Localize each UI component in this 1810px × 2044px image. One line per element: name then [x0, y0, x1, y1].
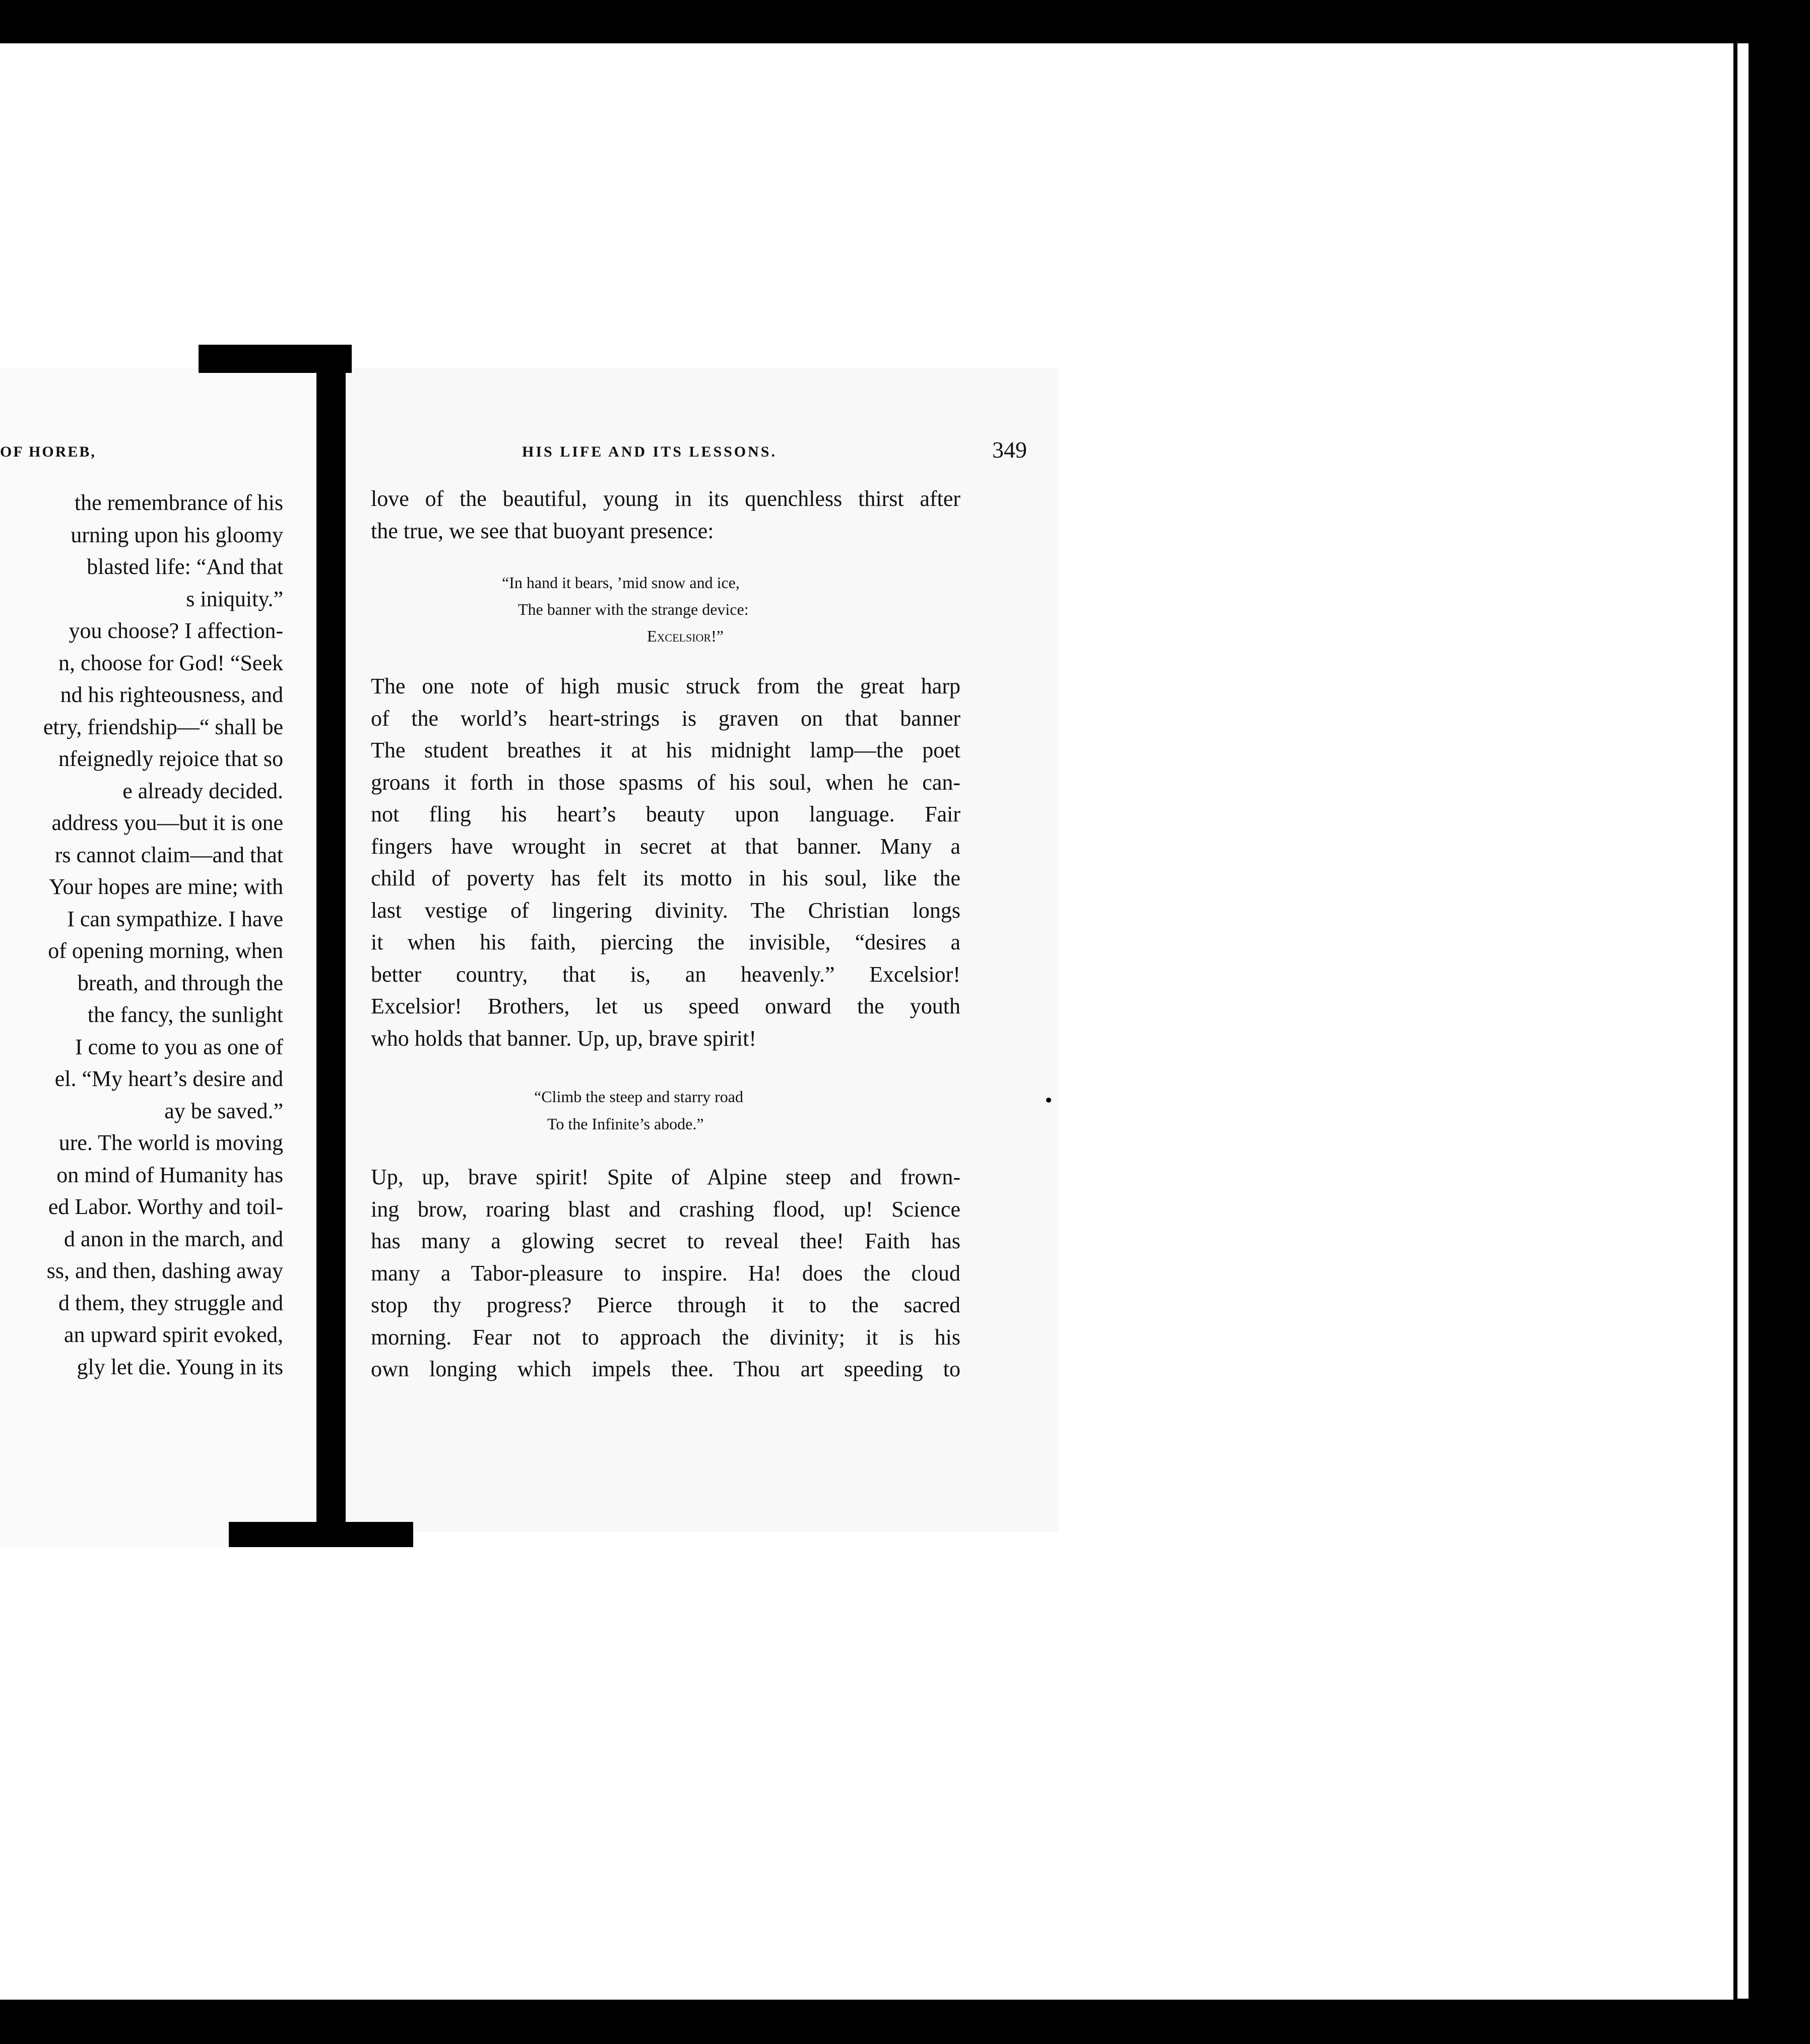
quote-1-line-2: The banner with the strange device: [518, 600, 749, 618]
left-page-text [0, 487, 283, 1383]
quote-2-line-1: “Climb the steep and starry road [534, 1088, 743, 1106]
left-page-line: breath, and through the [77, 970, 283, 995]
left-page-line: urning upon his gloomy [71, 522, 283, 547]
paragraph-2-line: groans it forth in those spasms of his soul, when he can- [371, 770, 960, 795]
left-page-line: n, choose for God! “Seek [58, 650, 283, 675]
left-page-line: address you—but it is one [51, 810, 283, 835]
paragraph-3-line: has many a glowing secret to reveal thee! Faith has [371, 1229, 960, 1253]
left-page-line: el. “My heart’s desire and [54, 1066, 283, 1091]
paragraph-2-line: last vestige of lingering divinity. The Christian longs [371, 898, 960, 923]
left-page-line: nfeignedly rejoice that so [58, 746, 283, 771]
paragraph-2-line: Excelsior! Brothers, let us speed onward the youth [371, 994, 960, 1018]
left-running-head: OF HOREB, [0, 443, 96, 460]
left-page-line: the remembrance of his [74, 490, 283, 515]
paragraph-3-line: ing brow, roaring blast and crashing flood, up! Science [371, 1196, 960, 1222]
page-number: 349 [992, 437, 1027, 463]
left-page-line: ed Labor. Worthy and toil- [48, 1194, 283, 1219]
quote-1-line-3: Excelsior!” [647, 627, 724, 645]
left-page-line: of opening morning, when [48, 938, 283, 963]
quote-2-line-2: To the Infinite’s abode.” [547, 1115, 704, 1133]
paragraph-3-line: own longing which impels thee. Thou art speeding to [371, 1357, 960, 1381]
left-page-fragment [0, 368, 328, 1547]
left-page-line: on mind of Humanity has [56, 1162, 283, 1187]
paragraph-2-line: The one note of high music struck from the great harp [371, 674, 960, 698]
paragraph-2-line: fingers have wrought in secret at that banner. Many a [371, 834, 960, 859]
paragraph-2-line: who holds that banner. Up, up, brave spirit! [371, 1026, 756, 1051]
paragraph-2-line: The student breathes it at his midnight lamp—the poet [371, 738, 960, 762]
paragraph-2-line: child of poverty has felt its motto in his soul, like the [371, 866, 960, 890]
left-page-line: I can sympathize. I have [67, 906, 283, 931]
left-page-line: gly let die. Young in its [77, 1354, 283, 1379]
paragraph-3-line: many a Tabor-pleasure to inspire. Ha! does the cloud [371, 1260, 960, 1286]
running-head [522, 436, 1027, 467]
binding-clip-top [199, 345, 352, 373]
paragraph-2-line: of the world’s heart-strings is graven on that banner [371, 706, 960, 731]
left-page-line: nd his righteousness, and [60, 682, 283, 707]
binding-clip-vertical [316, 373, 346, 1527]
paragraph-2-line: it when his faith, piercing the invisible, “desires a [371, 930, 960, 954]
left-page-line: s iniquity.” [186, 586, 283, 611]
running-title: HIS LIFE AND ITS LESSONS. [522, 443, 777, 460]
left-page-line: d them, they struggle and [58, 1290, 283, 1315]
paragraph-2-line: better country, that is, an heavenly.” Excelsior! [371, 962, 960, 987]
paragraph-3-line: Up, up, brave spirit! Spite of Alpine steep and frown- [371, 1165, 960, 1189]
quote-1-line-1: “In hand it bears, ’mid snow and ice, [502, 573, 740, 592]
paragraph-3-line: morning. Fear not to approach the divinity; it is his [371, 1324, 960, 1350]
paragraph-3 [371, 1161, 960, 1385]
left-page-line: e already decided. [122, 778, 283, 803]
left-page-line: ss, and then, dashing away [46, 1258, 283, 1283]
left-page-line: the fancy, the sunlight [87, 1002, 283, 1027]
left-page-line: Your hopes are mine; with [49, 874, 283, 899]
book-page [348, 368, 1058, 1532]
paragraph-1-line: love of the beautiful, young in its quenchless thirst after [371, 486, 960, 511]
scan-border-bottom [0, 2000, 1754, 2044]
left-page-line: I come to you as one of [75, 1034, 283, 1059]
scan-border-top [0, 0, 1810, 43]
left-page-line: etry, friendship—“ shall be [43, 714, 283, 739]
left-page-line: you choose? I affection- [69, 618, 283, 643]
paragraph-1 [371, 483, 960, 547]
paragraph-3-line: stop thy progress? Pierce through it to the sacred [371, 1293, 960, 1317]
left-page-line: ay be saved.” [164, 1098, 283, 1123]
left-page-line: an upward spirit evoked, [64, 1322, 283, 1347]
paragraph-2-line: not fling his heart’s beauty upon language. Fair [371, 802, 960, 826]
binding-clip-bottom [229, 1522, 413, 1547]
scan-border-right [1749, 43, 1810, 2044]
paragraph-1-line: the true, we see that buoyant presence: [371, 518, 714, 543]
left-page-line: blasted life: “And that [87, 554, 283, 579]
paragraph-2 [371, 670, 960, 1054]
scan-speck [1046, 1098, 1051, 1103]
left-page-line: rs cannot claim—and that [54, 842, 283, 867]
left-page-line: d anon in the march, and [64, 1226, 283, 1251]
left-page-line: ure. The world is moving [58, 1130, 283, 1155]
